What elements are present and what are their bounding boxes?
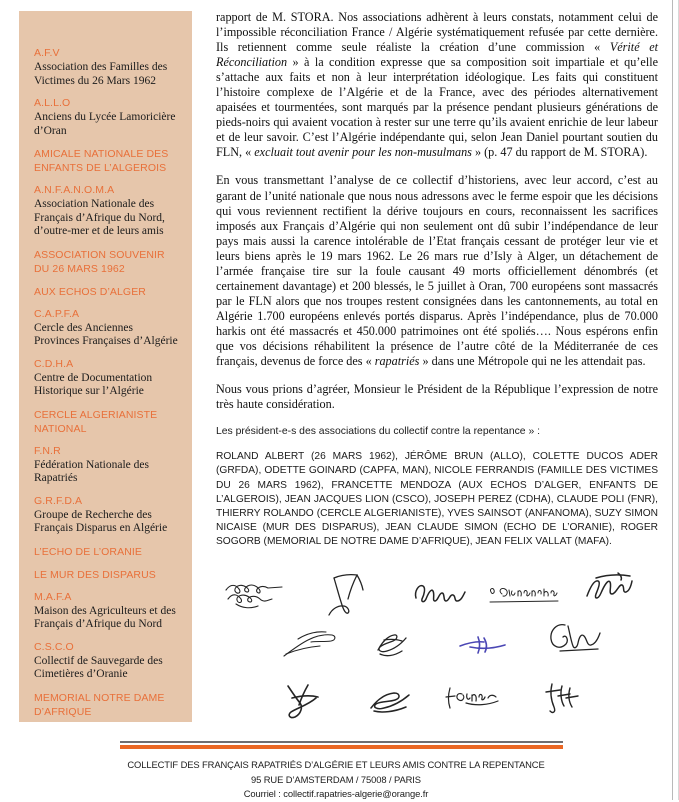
association-full-name: Fédération Nationale des Rapatriés bbox=[34, 458, 149, 484]
sidebar-association-4 bbox=[34, 184, 180, 239]
association-abbreviation: MEMORIAL NOTRE DAME D’AFRIQUE bbox=[34, 691, 165, 718]
sidebar-association-3 bbox=[34, 147, 180, 175]
association-abbreviation: G.R.F.D.A bbox=[34, 494, 83, 507]
association-abbreviation: C.D.H.A bbox=[34, 357, 74, 370]
association-abbreviation: ASSOCIATION SOUVENIR DU 26 MARS 1962 bbox=[34, 248, 165, 275]
signature-yves-sainsot bbox=[368, 688, 412, 716]
page-border-right bbox=[672, 0, 673, 800]
sidebar-association-1 bbox=[34, 47, 180, 88]
page-footer bbox=[0, 758, 672, 802]
signature-joseph-perez bbox=[458, 634, 508, 656]
association-full-name: Anciens du Lycée Lamoricière d’Oran bbox=[34, 111, 176, 137]
association-full-name: Association Nationale des Français d’Afrique du Nord, d’outre-mer et de leurs amis bbox=[34, 198, 165, 237]
association-abbreviation: AMICALE NATIONALE DES ENFANTS DE L’ALGEROIS bbox=[34, 148, 169, 174]
signatories-intro: Les président-e-s des associations du collectif contre la repentance » : bbox=[216, 426, 541, 438]
footer-address: 95 RUE D’AMSTERDAM / 75008 / PARIS bbox=[251, 773, 421, 785]
signature-odette-goinard bbox=[488, 584, 570, 610]
association-abbreviation: F.N.R bbox=[34, 444, 61, 457]
sidebar-association-12 bbox=[34, 545, 180, 559]
signature-jean-felix-vallat bbox=[542, 678, 582, 716]
sidebar-association-10 bbox=[34, 445, 180, 486]
sidebar-association-11 bbox=[34, 495, 180, 536]
signature-thierry-rolando bbox=[282, 682, 326, 720]
association-abbreviation: AUX ECHOS D’ALGER bbox=[34, 285, 146, 298]
letter-paragraph-1: rapport de M. STORA. Nos associations adhèrent à leurs constats, notamment celui de l’impossible réconciliation France / Algérie systématiquement refusée par cette dernière. Ils retiennent comme seule réaliste la création d’une commission « Vérité et Réconciliation » à la condition expresse que sa composition soit impartiale et qu’elle s’attache aux faits et non à leur interprétation idéologique. Les faits qui constituent l’histoire complexe de l’Algérie et de la France, avec des périodes alternativement apaisées et tourmentées, sont marqués par la présence pendant plusieurs générations de pieds-noirs qui avaient vocation à rester sur une terre qu’ils avaient enrichie de leur labeur et de leur savoir. C’est l’Algérie indépendante qui, selon Jean Daniel pourtant soutien du FLN, « excluait tout avenir pour les non-musulmans » (p. 47 du rapport de M. STORA). bbox=[216, 10, 659, 160]
association-abbreviation: L’ECHO DE L’ORANIE bbox=[34, 545, 142, 558]
letter-body bbox=[216, 10, 658, 550]
sidebar-association-5 bbox=[34, 248, 180, 276]
association-abbreviation: A.N.F.A.N.O.M.A bbox=[34, 184, 115, 196]
footer-divider bbox=[120, 741, 563, 749]
association-full-name: Cercle des Anciennes Provinces Françaises d’Algérie bbox=[34, 321, 178, 347]
signature-nicole-ferrandis bbox=[584, 572, 634, 606]
signature-francette-mendoza bbox=[282, 628, 340, 660]
signature-block bbox=[216, 572, 658, 717]
association-full-name: Collectif de Sauvegarde des Cimetières d’Oranie bbox=[34, 654, 163, 680]
letter-paragraph-2: En vous transmettant l’analyse de ce collectif d’historiens, avec leur accord, c’est au garant de l’unité nationale que nous nous adressons avec le ferme espoir que les décisions qui vous reviennent rectifient la dérive toujours en cours, reconnaissent les sacrifices imposés aux Français d’Algérie qui non seulement ont dû subir l’indépendance de leur pays mais aussi la carence intolérable de l’Etat français cessant de protéger leur vie et leurs biens après le 19 mars 1962. Le 26 mars rue d’Isly à Alger, un détachement de l’armée française tire sur la foule causant 49 morts officiellement dénombrés (et certainement davantage) et 200 blessés, le 5 juillet à Oran, 700 européens sont massacrés par le FLN alors que nos troupes restent consignées dans les cantonnements, au total en Algérie 1.700 européens enlevés portés disparus. Après l’indépendance, plus de 70.000 harkis ont été massacrés et 450.000 patrimoines ont été spoliés…. Nous espérons enfin que vos décisions réhabilitent la présence de l’autre côté de la Méditerranée de ces français, devenus de force des « rapatriés » dans une Métropole qui ne les attendait pas. bbox=[216, 173, 658, 369]
signature-claude-poli bbox=[546, 620, 602, 656]
footer-divider-orange bbox=[120, 745, 563, 749]
association-abbreviation: A.L.L.O bbox=[34, 97, 71, 109]
association-full-name: Centre de Documentation Historique sur l’Algérie bbox=[34, 371, 153, 397]
footer-email: Courriel : collectif.rapatries-algerie@orange.fr bbox=[243, 788, 429, 799]
signature-colette-ducos-ader bbox=[412, 580, 467, 608]
association-full-name: Groupe de Recherche des Français Disparus en Algérie bbox=[34, 508, 168, 534]
sidebar-association-14 bbox=[34, 591, 180, 632]
signatories-list: ROLAND ALBERT (26 MARS 1962), JÉRÔME BRUN (ALLO), COLETTE DUCOS ADER (GRFDA), ODETTE GOINARD (CAPFA, MAN), NICOLE FERRANDIS (FAMILLE DES VICTIMES DU 26 MARS 1962), FRANCETTE MENDOZA (AUX ECHOS D’ALGER, ENFANTS DE L’ALGEROIS), JEAN JACQUES LION (CSCO), JOSEPH PEREZ (CDHA), CLAUDE POLI (FNR), THIERRY ROLANDO (CERCLE ALGERIANISTE), YVES SAINSOT (ANFANOMA), SUZY SIMON NICAISE (MUR DES DISPARUS), JEAN CLAUDE SIMON (ECHO DE L’ORANIE), ROGER SOGORB (MEMORIAL DE NOTRE DAME D’AFRIQUE), JEAN FELIX VALLAT (MAFA). bbox=[216, 451, 658, 548]
sidebar-association-7 bbox=[34, 308, 180, 349]
signature-jerome-brun bbox=[326, 572, 368, 618]
letter-paragraph-3: Nous vous prions d’agréer, Monsieur le Président de la République l’expression de notre très haute considération. bbox=[216, 382, 658, 412]
association-abbreviation: M.A.F.A bbox=[34, 590, 72, 603]
sidebar-association-6 bbox=[34, 285, 180, 299]
sidebar-association-2 bbox=[34, 97, 180, 138]
association-abbreviation: LE MUR DES DISPARUS bbox=[34, 568, 156, 581]
association-abbreviation: A.F.V bbox=[34, 47, 60, 59]
association-abbreviation: C.S.C.O bbox=[34, 640, 74, 653]
sidebar-association-8 bbox=[34, 358, 180, 399]
sidebar-association-13 bbox=[34, 568, 180, 582]
footer-organisation-name: COLLECTIF DES FRANÇAIS RAPATRIÉS D’ALGÉRIE ET LEURS AMIS CONTRE LA REPENTANCE bbox=[127, 759, 545, 770]
association-abbreviation: CERCLE ALGERIANISTE NATIONAL bbox=[34, 408, 158, 435]
association-abbreviation: C.A.P.F.A bbox=[34, 307, 80, 320]
association-full-name: Maison des Agriculteurs et des Français d’Afrique du Nord bbox=[34, 604, 176, 630]
sidebar-association-16 bbox=[34, 691, 180, 719]
signature-jean-claude-simon bbox=[444, 684, 500, 712]
sidebar-association-15 bbox=[34, 641, 180, 682]
signature-jean-jacques-lion bbox=[374, 630, 410, 660]
signature-roland-albert bbox=[224, 578, 286, 612]
associations-sidebar bbox=[19, 11, 192, 722]
association-full-name: Association des Familles des Victimes du 26 Mars 1962 bbox=[34, 61, 168, 87]
sidebar-association-9 bbox=[34, 408, 180, 436]
